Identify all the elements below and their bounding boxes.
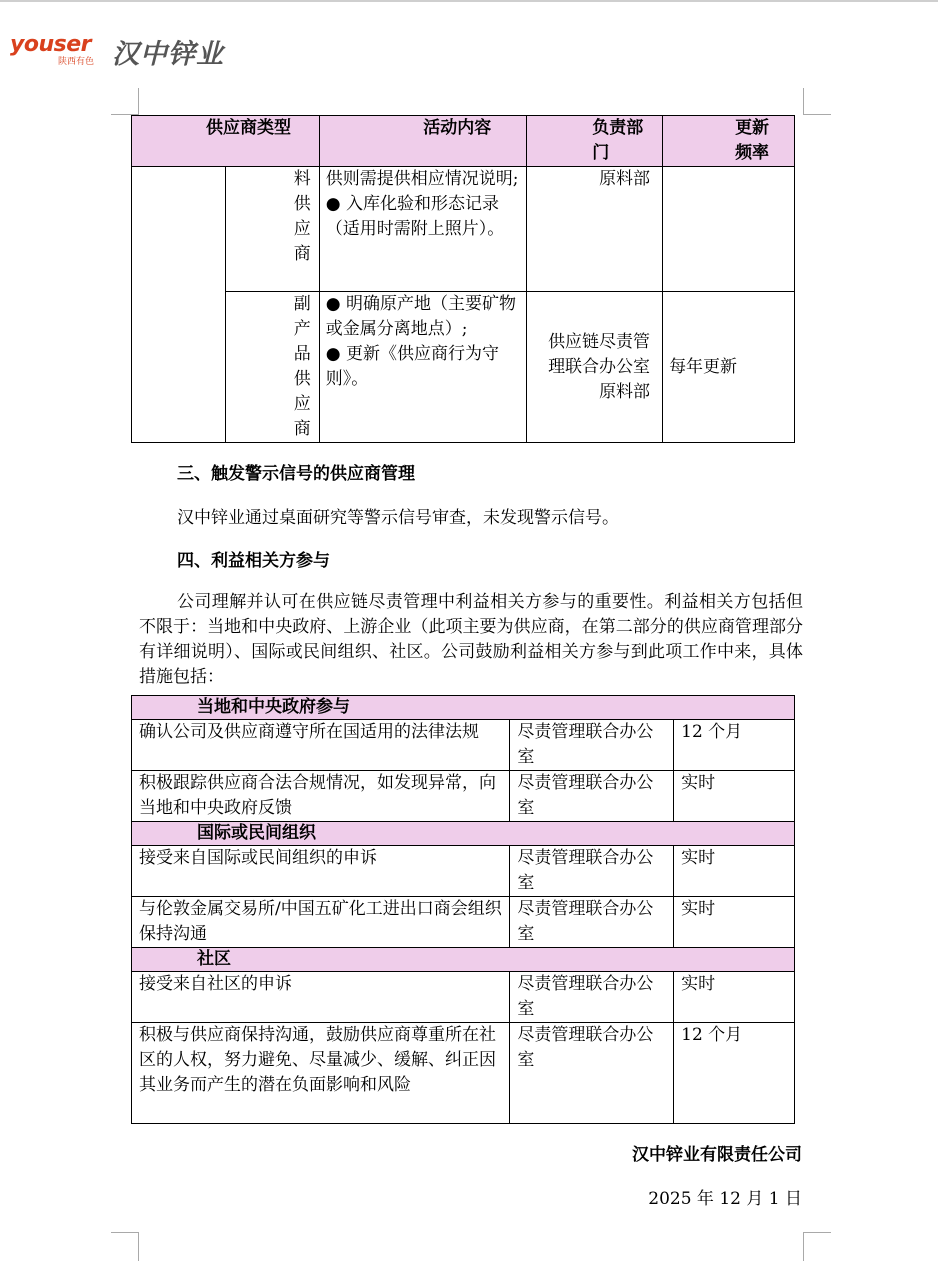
table-row (132, 846, 795, 897)
section-3-text: 汉中锌业通过桌面研究等警示信号审查，未发现警示信号。 (177, 508, 619, 528)
freq-cell: 实时 (674, 846, 795, 897)
freq-cell: 每年更新 (663, 292, 795, 443)
logo-brand-text: youser (10, 32, 91, 57)
activity-content-cell: 供则需提供相应情况说明; ● 入库化验和形态记录（适用时需附上照片）。 (319, 167, 527, 292)
dept-cell: 供应链尽责管理联合办公室 原料部 (527, 292, 663, 443)
dept-cell: 尽责管理联合办公室 (510, 846, 674, 897)
crop-mark-bottom-left (111, 1232, 139, 1261)
measure-cell: 与伦敦金属交易所/中国五矿化工进出口商会组织保持沟通 (132, 897, 510, 948)
freq-cell: 12 个月 (674, 720, 795, 771)
crop-mark-top-right (803, 88, 831, 115)
section-3-heading: 三、触发警示信号的供应商管理 (177, 464, 415, 484)
company-logo (8, 30, 268, 70)
dept-cell: 尽责管理联合办公室 (510, 771, 674, 822)
freq-cell: 实时 (674, 897, 795, 948)
header-responsible-dept: 负责部门 (527, 116, 663, 167)
supplier-activity-table (131, 115, 795, 443)
supplier-type-text: 料供应商 (293, 169, 311, 264)
dept-cell: 尽责管理联合办公室 (510, 897, 674, 948)
section-title: 国际或民间组织 (132, 822, 795, 846)
section-title: 当地和中央政府参与 (132, 696, 795, 720)
table-row (132, 720, 795, 771)
crop-mark-top-left (111, 88, 139, 115)
crop-mark-bottom-right (803, 1232, 831, 1261)
table-row (132, 1023, 795, 1124)
dept-cell: 尽责管理联合办公室 (510, 1023, 674, 1124)
measure-cell: 积极与供应商保持沟通，鼓励供应商尊重所在社区的人权，努力避免、尽量减少、缓解、纠正因其业务而产生的潜在负面影响和风险 (132, 1023, 510, 1124)
freq-cell (663, 167, 795, 292)
table-row (132, 972, 795, 1023)
freq-cell: 12 个月 (674, 1023, 795, 1124)
logo-company-name: 汉中锌业 (112, 39, 224, 70)
measure-cell: 积极跟踪供应商合法合规情况，如发现异常，向当地和中央政府反馈 (132, 771, 510, 822)
footer-date: 2025 年 12 月 1 日 (648, 1189, 802, 1209)
measure-cell: 接受来自国际或民间组织的申诉 (132, 846, 510, 897)
section-4-text: 公司理解并认可在供应链尽责管理中利益相关方参与的重要性。利益相关方包括但不限于：当地和中央政府、上游企业（此项主要为供应商，在第二部分的供应商管理部分有详细说明）、国际或民间组织、社区。公司鼓励利益相关方参与到此项工作中来，具体措施包括： (139, 592, 803, 687)
footer-company: 汉中锌业有限责任公司 (632, 1145, 802, 1165)
section-row (132, 696, 795, 720)
table-row (132, 292, 795, 443)
dept-cell: 尽责管理联合办公室 (510, 720, 674, 771)
table-header-row (132, 116, 795, 167)
measure-cell: 确认公司及供应商遵守所在国适用的法律法规 (132, 720, 510, 771)
header-activity-content: 活动内容 (319, 116, 527, 167)
table-row (132, 167, 795, 292)
header-supplier-type: 供应商类型 (132, 116, 320, 167)
section-row (132, 948, 795, 972)
section-row (132, 822, 795, 846)
stakeholder-engagement-table (131, 695, 795, 1124)
section-4-heading: 四、利益相关方参与 (177, 551, 330, 571)
top-border (0, 0, 938, 2)
table-row (132, 897, 795, 948)
table-row (132, 771, 795, 822)
section-title: 社区 (132, 948, 795, 972)
freq-cell: 实时 (674, 972, 795, 1023)
activity-content-cell: ● 明确原产地（主要矿物或金属分离地点）; ● 更新《供应商行为守则》。 (319, 292, 527, 443)
dept-cell: 原料部 (527, 167, 663, 292)
logo-subtitle: 陕西有色 (58, 57, 95, 67)
supplier-type-cell (225, 292, 319, 443)
supplier-type-text: 副产品供应商 (293, 294, 311, 439)
merged-category-cell (132, 167, 226, 443)
dept-cell: 尽责管理联合办公室 (510, 972, 674, 1023)
supplier-type-cell (225, 167, 319, 292)
freq-cell: 实时 (674, 771, 795, 822)
measure-cell: 接受来自社区的申诉 (132, 972, 510, 1023)
header-update-frequency: 更新频率 (663, 116, 795, 167)
